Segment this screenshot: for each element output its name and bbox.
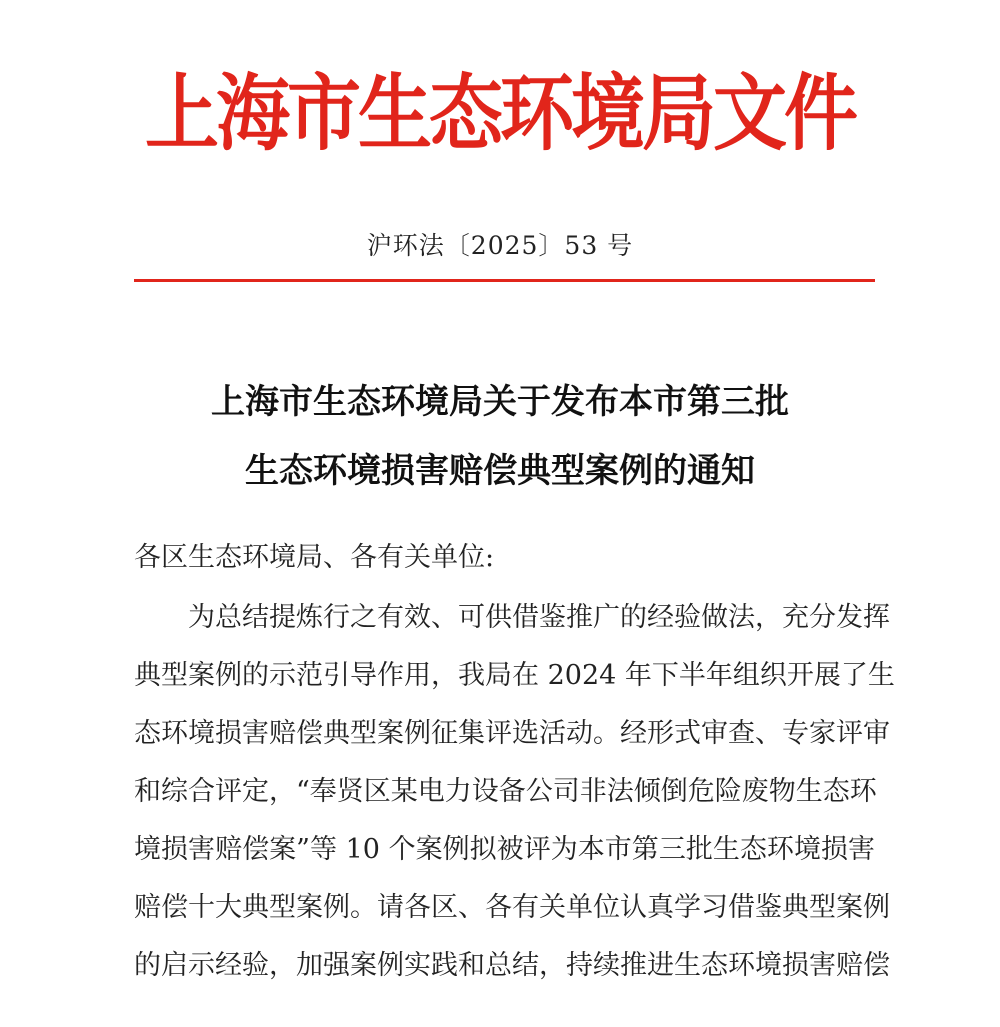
body-line-7: 的启示经验，加强案例实践和总结，持续推进生态环境损害赔偿 [134,950,890,981]
document-number: 沪环法〔2025〕53 号 [366,231,634,260]
body-line-4: 和综合评定，“奉贤区某电力设备公司非法倾倒危险废物生态环 [134,776,877,807]
body-line-1: 为总结提炼行之有效、可供借鉴推广的经验做法，充分发挥 [188,602,890,633]
notice-title-line-1: 上海市生态环境局关于发布本市第三批 [211,382,789,422]
red-divider-rule [134,279,875,282]
body-line-5: 境损害赔偿案”等 10 个案例拟被评为本市第三批生态环境损害 [134,834,875,865]
body-line-2: 典型案例的示范引导作用，我局在 2024 年下半年组织开展了生 [134,660,895,691]
body-line-6: 赔偿十大典型案例。请各区、各有关单位认真学习借鉴典型案例 [134,892,890,923]
body-line-3: 态环境损害赔偿典型案例征集评选活动。经形式审查、专家评审 [134,718,890,749]
notice-title-line-2: 生态环境损害赔偿典型案例的通知 [245,451,755,491]
salutation: 各区生态环境局、各有关单位: [134,542,495,573]
masthead-title: 上海市生态环境局文件 [145,65,855,163]
